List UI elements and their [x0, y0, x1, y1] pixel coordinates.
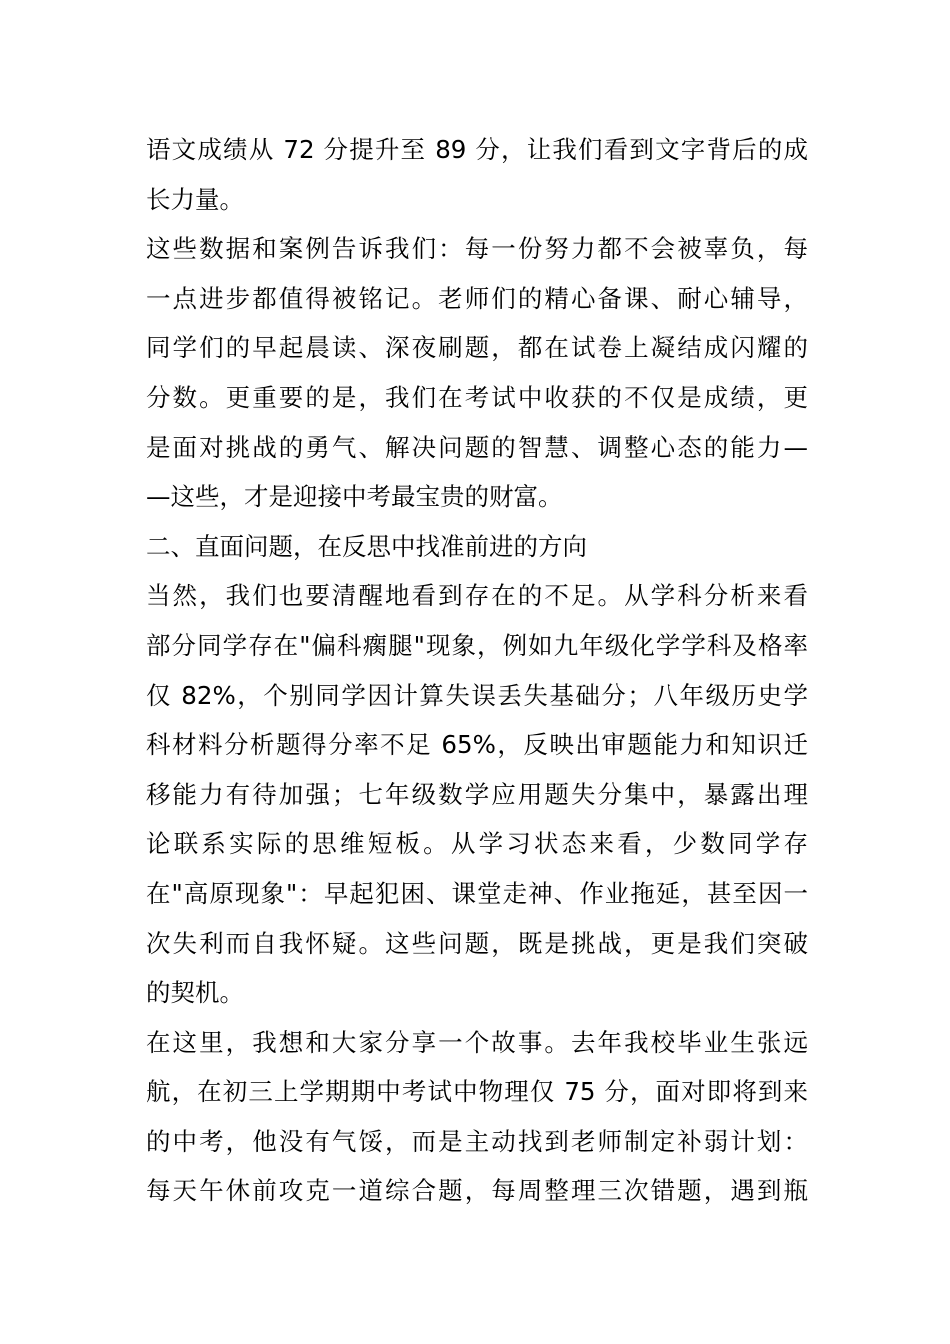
- text-line: 在这里，我想和大家分享一个故事。去年我校毕业生张远: [146, 1027, 808, 1057]
- text-line: 的中考，他没有气馁，而是主动找到老师制定补弱计划：: [146, 1126, 808, 1156]
- section-heading: 二、直面问题，在反思中找准前进的方向: [146, 531, 587, 561]
- text-line: 长力量。: [146, 184, 244, 214]
- text-line: 这些数据和案例告诉我们：每一份努力都不会被辜负，每: [146, 234, 808, 264]
- text-line: 移能力有待加强；七年级数学应用题失分集中，暴露出理: [146, 779, 808, 809]
- text-line: 次失利而自我怀疑。这些问题，既是挑战，更是我们突破: [146, 928, 808, 958]
- text-line: 是面对挑战的勇气、解决问题的智慧、调整心态的能力—: [146, 432, 808, 462]
- text-line: 科材料分析题得分率不足 65%，反映出审题能力和知识迁: [146, 730, 808, 760]
- text-line: 同学们的早起晨读、深夜刷题，都在试卷上凝结成闪耀的: [146, 333, 808, 363]
- text-line: 一点进步都值得被铭记。老师们的精心备课、耐心辅导，: [146, 283, 808, 313]
- text-line: 部分同学存在"偏科瘸腿"现象，例如九年级化学学科及格率: [146, 630, 808, 660]
- text-line: 论联系实际的思维短板。从学习状态来看，少数同学存: [146, 829, 808, 859]
- text-line: 在"高原现象"：早起犯困、课堂走神、作业拖延，甚至因一: [146, 878, 808, 908]
- text-line: 仅 82%，个别同学因计算失误丢失基础分；八年级历史学: [146, 680, 808, 710]
- body-text: [146, 125, 808, 1216]
- text-line: —这些，才是迎接中考最宝贵的财富。: [146, 482, 563, 512]
- text-line: 分数。更重要的是，我们在考试中收获的不仅是成绩，更: [146, 382, 808, 412]
- text-line: 语文成绩从 72 分提升至 89 分，让我们看到文字背后的成: [146, 135, 808, 164]
- text-line: 航，在初三上学期期中考试中物理仅 75 分，面对即将到来: [146, 1077, 808, 1107]
- text-line: 的契机。: [146, 978, 244, 1008]
- text-line: 当然，我们也要清醒地看到存在的不足。从学科分析来看: [146, 581, 808, 611]
- text-line: 每天午休前攻克一道综合题，每周整理三次错题，遇到瓶: [146, 1176, 808, 1206]
